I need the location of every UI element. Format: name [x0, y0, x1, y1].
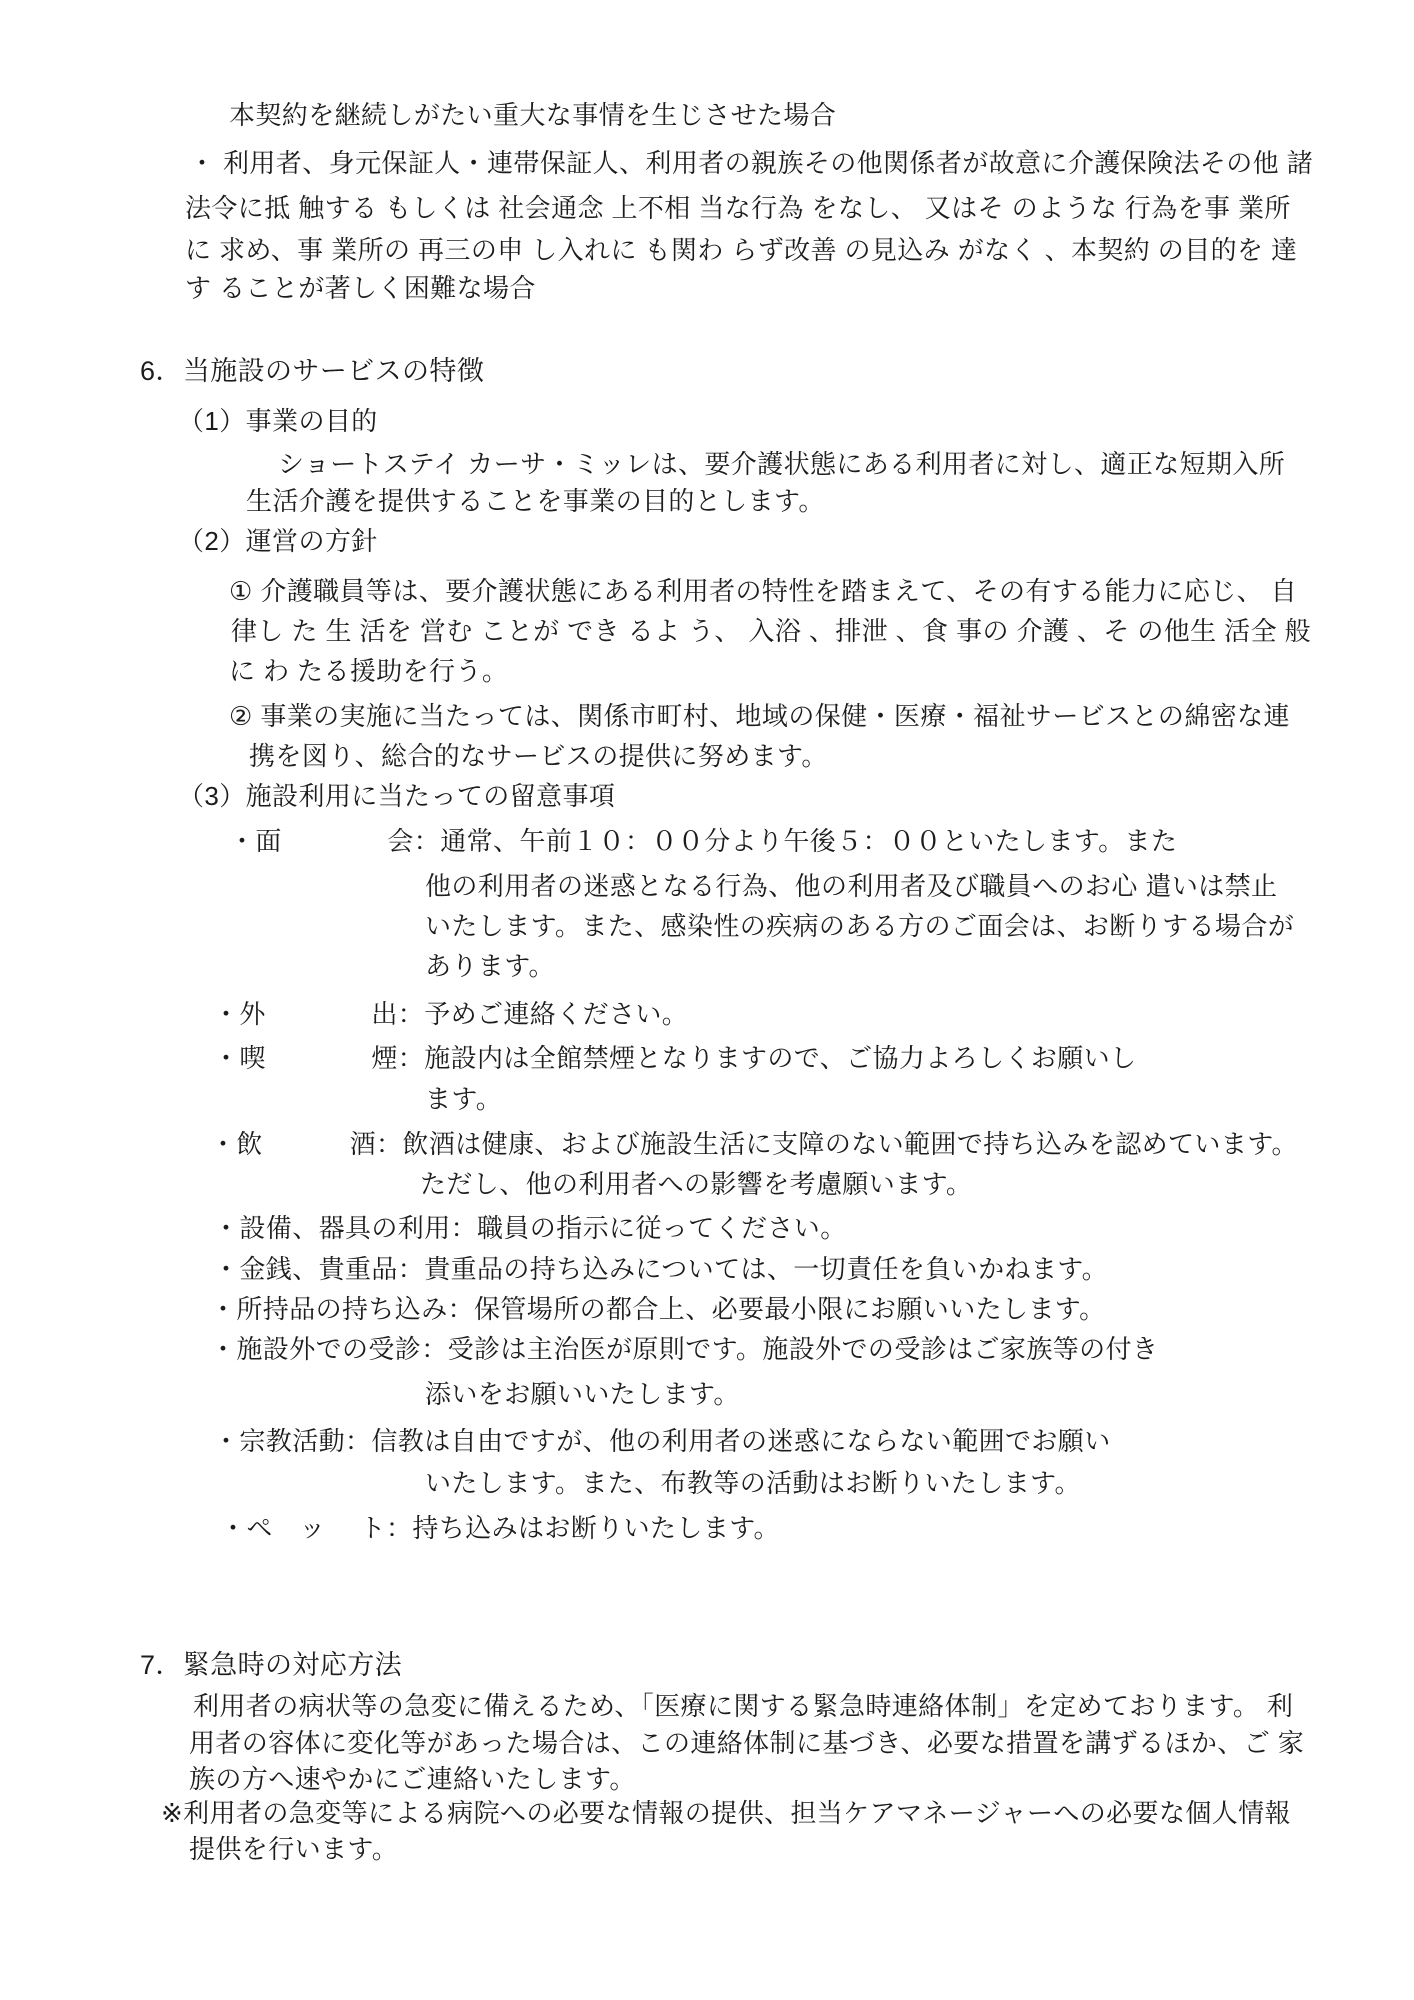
section6-sub2-item1-line3: に わ たる援助を行う。	[229, 656, 509, 686]
section7-body-line1: 利用者の病状等の急変に備えるため、「医療に関する緊急時連絡体制」を定めております。 利	[193, 1691, 1294, 1721]
intro-bullet-line-4: す ることが著しく困難な場合	[185, 273, 536, 303]
section7-heading: 7．緊急時の対応方法	[140, 1650, 403, 1680]
rule-visit-line2: 他の利用者の迷惑となる行為、他の利用者及び職員へのお心 遣いは禁止	[425, 871, 1278, 901]
intro-bullet-line-2: 法令に抵 触する もしくは 社会通念 上不相 当な行為 をなし、 又はそ のような 行為を事 業所	[185, 193, 1291, 223]
rule-pet-line: ・ペ ッ ト：持ち込みはお断りいたします。	[220, 1513, 780, 1543]
rule-visit-line3: いたします。また、感染性の疾病のある方のご面会は、お断りする場合が	[425, 911, 1295, 941]
rule-smoking-line1: ・喫 煙：施設内は全館禁煙となりますので、ご協力よろしくお願いし	[213, 1043, 1137, 1073]
section7-note-line1: ※利用者の急変等による病院への必要な情報の提供、担当ケアマネージャーへの必要な個人情報	[161, 1798, 1291, 1828]
rule-smoking-line2: ます。	[425, 1084, 503, 1114]
rule-external-doctor-line2: 添いをお願いいたします。	[425, 1379, 740, 1409]
rule-external-doctor-line1: ・施設外での受診：受診は主治医が原則です。施設外での受診はご家族等の付き	[210, 1334, 1159, 1364]
intro-bullet-line-3: に 求め、事 業所の 再三の申 し入れに も関わ らず改善 の見込み がなく 、本契約 の目的を 達	[185, 235, 1298, 265]
rule-religion-line1: ・宗教活動：信教は自由ですが、他の利用者の迷惑にならない範囲でお願い	[213, 1426, 1111, 1456]
rule-visit-line1: ・面 会：通常、午前１０：００分より午後５：００といたします。また	[229, 826, 1178, 856]
section6-sub2-item1-line2: 律し た 生 活を 営む ことが でき るよ う、 入浴 、排泄 、食 事の 介護 、そ の他生 活全 般	[231, 616, 1312, 646]
intro-case-line: 本契約を継続しがたい重大な事情を生じさせた場合	[229, 100, 837, 130]
section6-sub1-body-2: 生活介護を提供することを事業の目的とします。	[246, 486, 825, 516]
rule-religion-line2: いたします。また、布教等の活動はお断りいたします。	[425, 1468, 1081, 1498]
rule-belongings-line: ・所持品の持ち込み：保管場所の都合上、必要最小限にお願いいたします。	[210, 1294, 1106, 1324]
intro-bullet-line-1: ・ 利用者、身元保証人・連帯保証人、利用者の親族その他関係者が故意に介護保険法その他 諸	[189, 148, 1314, 178]
section6-heading: 6．当施設のサービスの特徴	[140, 356, 485, 386]
section7-body-line2: 用者の容体に変化等があった場合は、この連絡体制に基づき、必要な措置を講ずるほか、ご 家	[189, 1728, 1305, 1758]
rule-equipment-line: ・設備、器具の利用：職員の指示に従ってください。	[213, 1213, 847, 1243]
rule-outing-line: ・外 出：予めご連絡ください。	[213, 999, 689, 1029]
section7-note-line2: 提供を行います。	[189, 1834, 399, 1864]
rule-valuables-line: ・金銭、貴重品：貴重品の持ち込みについては、一切責任を負いかねます。	[213, 1254, 1109, 1284]
section6-sub1-body-1: ショートステイ カーサ・ミッレは、要介護状態にある利用者に対し、適正な短期入所	[278, 449, 1286, 479]
section7-body-line3: 族の方へ速やかにご連絡いたします。	[189, 1764, 636, 1794]
section6-sub2-heading: （2）運営の方針	[178, 526, 378, 556]
section6-sub2-item2-line1: ② 事業の実施に当たっては、関係市町村、地域の保健・医療・福祉サービスとの綿密な連	[229, 701, 1290, 731]
section6-sub2-item1-line1: ① 介護職員等は、要介護状態にある利用者の特性を踏まえて、その有する能力に応じ、 自	[229, 576, 1298, 606]
section6-sub1-heading: （1）事業の目的	[178, 406, 378, 436]
rule-drinking-line1: ・飲 酒：飲酒は健康、および施設生活に支障のない範囲で持ち込みを認めています。	[210, 1129, 1298, 1159]
section6-sub2-item2-line2: 携を図り、総合的なサービスの提供に努めます。	[249, 741, 828, 771]
rule-visit-line4: あります。	[425, 951, 555, 981]
rule-drinking-line2: ただし、他の利用者への影響を考慮願います。	[420, 1169, 973, 1199]
section6-sub3-heading: （3）施設利用に当たっての留意事項	[178, 781, 616, 811]
